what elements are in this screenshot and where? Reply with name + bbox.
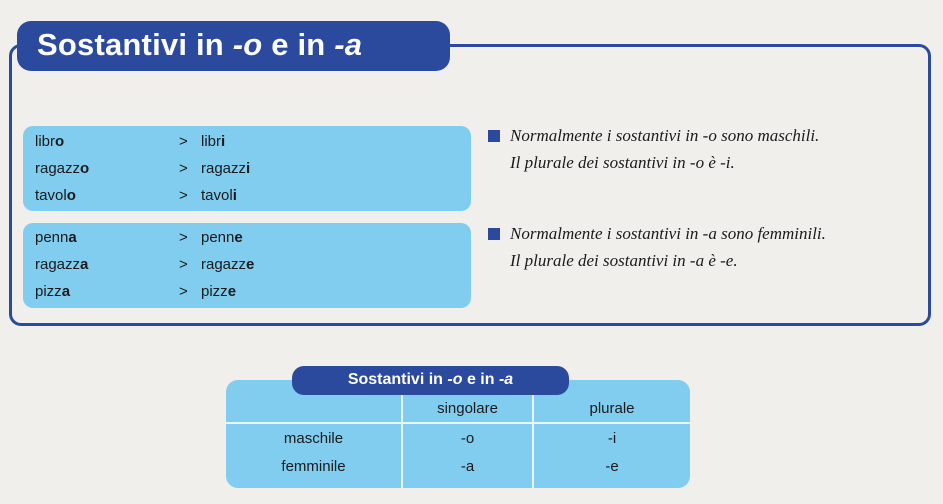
table-cell: -o xyxy=(460,430,475,447)
note-line: Normalmente i sostantivi in -o sono maschili. xyxy=(510,126,820,145)
arrow: > xyxy=(179,229,188,246)
note-line: Il plurale dei sostantivi in -a è -e. xyxy=(510,251,738,270)
plural-word: pizze xyxy=(201,283,237,300)
singular-word: ragazza xyxy=(35,256,89,273)
square-bullet-icon xyxy=(488,228,500,240)
plural-word: ragazzi xyxy=(201,160,251,177)
plural-word: penne xyxy=(201,229,243,246)
arrow: > xyxy=(179,160,188,177)
title-tab xyxy=(17,21,450,71)
table-title: Sostantivi in -o e in -a xyxy=(347,371,514,388)
page-title: Sostantivi in -o e in -a xyxy=(37,27,363,62)
summary-table xyxy=(226,380,690,488)
table-header-cell: singolare xyxy=(437,400,498,417)
table-row-label: maschile xyxy=(283,430,344,447)
table-header-cell: plurale xyxy=(589,400,635,417)
table-cell: -a xyxy=(460,458,475,475)
square-bullet-icon xyxy=(488,130,500,142)
singular-word: tavolo xyxy=(35,187,76,204)
note-line: Il plurale dei sostantivi in -o è -i. xyxy=(510,153,735,172)
table-cell: -e xyxy=(605,458,619,475)
word-box-feminine xyxy=(23,223,471,308)
singular-word: penna xyxy=(35,229,77,246)
table-title-tab xyxy=(292,366,569,395)
arrow: > xyxy=(179,256,188,273)
word-box-masculine xyxy=(23,126,471,211)
note-line: Normalmente i sostantivi in -a sono femminili. xyxy=(510,224,826,243)
plural-word: ragazze xyxy=(201,256,255,273)
plural-word: libri xyxy=(201,133,226,150)
singular-word: libro xyxy=(35,133,65,150)
singular-word: ragazzo xyxy=(35,160,90,177)
table-divider xyxy=(226,422,690,424)
singular-word: pizza xyxy=(35,283,71,300)
table-cell: -i xyxy=(607,430,617,447)
arrow: > xyxy=(179,283,188,300)
table-row-label: femminile xyxy=(281,458,346,475)
arrow: > xyxy=(179,133,188,150)
plural-word: tavoli xyxy=(201,187,237,204)
arrow: > xyxy=(179,187,188,204)
